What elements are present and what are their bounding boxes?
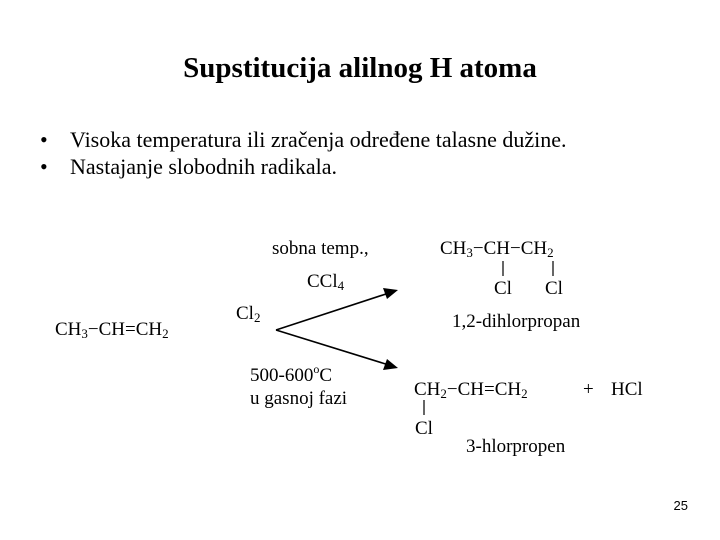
upper-condition-line2: CCl$_4$: [307, 271, 345, 293]
product2-formula: $CH_2-CH=CH_2$: [414, 379, 528, 401]
upper-arrowhead-icon: [383, 288, 398, 299]
lower-arrow-line: [276, 330, 392, 366]
lower-arrowhead-icon: [383, 359, 398, 370]
lower-condition-temperature: 500-600$^o$C: [250, 362, 333, 386]
slide-title: Supstitucija alilnog H atoma: [183, 52, 537, 84]
bullet-text: Nastajanje slobodnih radikala.: [70, 154, 337, 179]
product1-name: 1,2-dihlorpropan: [452, 311, 581, 332]
bullet-text: Visoka temperatura ili zračenja određene talasne dužine.: [70, 127, 567, 152]
reagent-cl2: $Cl_2$: [236, 303, 261, 325]
product1-cl-b: Cl: [545, 278, 563, 299]
product2-hcl: HCl: [611, 379, 643, 400]
reactant-formula: $CH_3-CH=CH_2$: [55, 319, 169, 341]
slide-number: 25: [673, 498, 688, 513]
product1-formula: $CH_3-CH-CH_2$: [440, 238, 554, 260]
upper-arrow-line: [276, 292, 392, 330]
product2-cl: Cl: [415, 418, 433, 439]
bullet-dot-icon: •: [40, 154, 48, 179]
product1-cl-a: Cl: [494, 278, 512, 299]
upper-condition-line1: sobna temp.,: [272, 238, 369, 259]
product2-plus: +: [583, 379, 594, 400]
product2-name: 3-hlorpropen: [466, 436, 566, 457]
bullet-dot-icon: •: [40, 127, 48, 152]
lower-condition-phase: u gasnoj fazi: [250, 388, 348, 409]
